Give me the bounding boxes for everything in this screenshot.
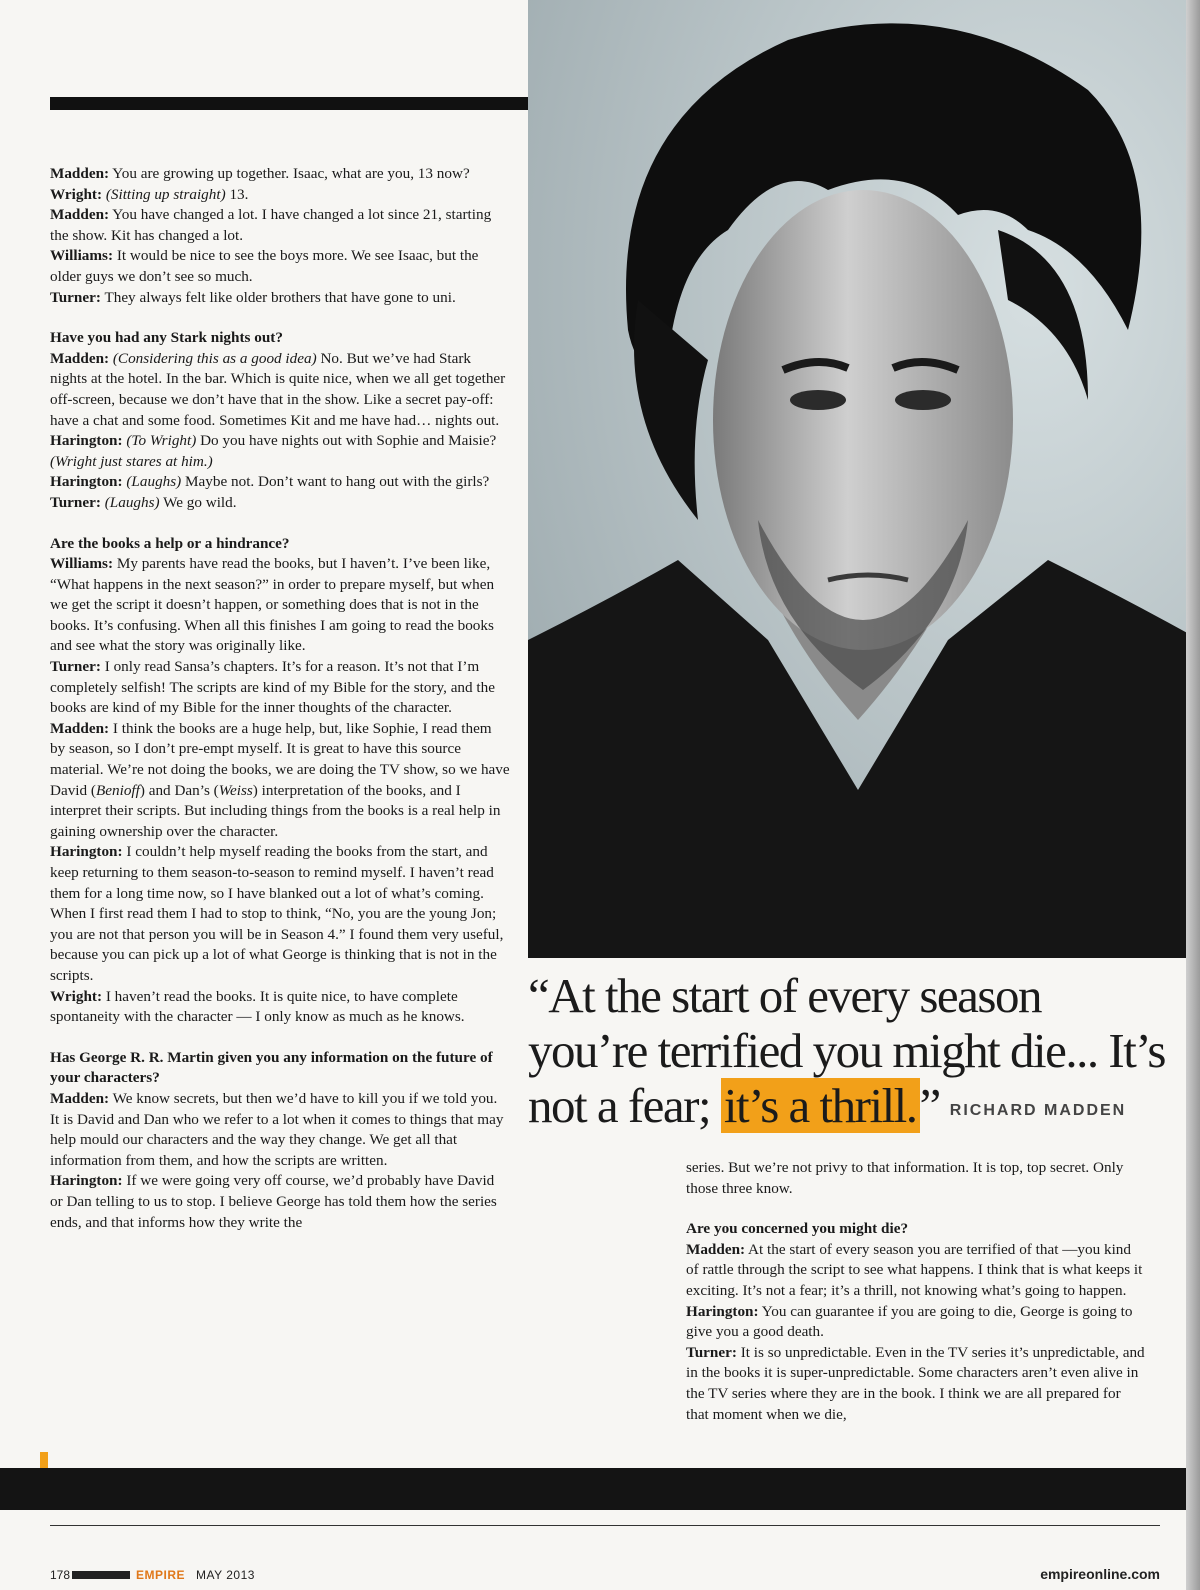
speaker-name: Harington: <box>50 843 123 861</box>
answer-text: It would be nice to see the boys more. We see Isaac, but the older guys we don’t see so much. <box>50 247 479 285</box>
stage-direction: Benioff <box>95 781 140 799</box>
interview-answer <box>50 842 510 986</box>
answer-text: We go wild. <box>159 493 237 511</box>
stage-direction: (Laughs) <box>104 493 160 511</box>
pull-quote-text: “At the start of every season you’re terrified you might die... It’s not a fear; <box>528 968 1165 1133</box>
answer-text: ) and Dan’s ( <box>139 781 219 799</box>
interview-question: Are the books a help or a hindrance? <box>50 534 290 552</box>
paragraph-gap <box>50 514 510 534</box>
answer-text: We know secrets, but then we’d have to kill you if we told you. It is David and Dan who we refer to a lot when it comes to things that may help mould our characters and the way they change. We get all that information from them, and how the scripts are written. <box>50 1089 504 1169</box>
speaker-name: Williams: <box>50 555 114 573</box>
interview-answer <box>50 554 510 657</box>
pull-quote-credit: RICHARD MADDEN <box>949 1102 1127 1120</box>
interview-answer <box>50 185 510 206</box>
speaker-name: Madden: <box>686 1240 746 1258</box>
interview-answer <box>50 719 510 843</box>
stage-direction: (Laughs) <box>126 473 182 491</box>
interview-answer <box>50 1089 510 1171</box>
page-footer <box>50 1568 1160 1586</box>
pull-quote-close: ” <box>919 1078 940 1133</box>
bottom-band <box>0 1468 1200 1510</box>
speaker-name: Harington: <box>686 1302 759 1320</box>
answer-text: At the start of every season you are terrified of that —you kind of rattle through the script to see what happens. I think that is what keeps it exciting. It’s not a fear; it’s a thrill, not knowing what’s going to happen. <box>686 1240 1143 1299</box>
footer-bar <box>72 1571 130 1579</box>
portrait-photo <box>528 0 1200 958</box>
interview-answer <box>50 246 510 287</box>
footer-rule <box>50 1525 1160 1526</box>
interview-answer <box>50 452 510 473</box>
issue-date: MAY 2013 <box>196 1568 255 1582</box>
speaker-name: Wright: <box>50 987 103 1005</box>
top-rule <box>50 97 528 110</box>
stage-direction: (Considering this as a good idea) <box>112 349 317 367</box>
page-edge <box>1186 0 1200 1590</box>
answer-text: I couldn’t help myself reading the books from the start, and keep returning to them season-to-season to remind myself. I haven’t read them for a long time now, so I have blanked out a lot of what’s coming. When I first read them I had to stop to think, “No, you are the young Jon; you are not that person you will be in Season 4.” I found them very useful, because you can pick up a lot of what George is thinking that is not in the scripts. <box>50 843 504 984</box>
answer-text: I think the books are a huge help, but, like Sophie, I read them by season, so I don’t pre-empt myself. It is great to have this source material. We’re not doing the books, we are doing the TV show, so we have David ( <box>50 719 510 799</box>
interview-answer <box>50 431 510 452</box>
accent-tab <box>40 1452 48 1468</box>
interview-answer <box>686 1240 1146 1302</box>
interview-answer <box>50 493 510 514</box>
interview-question: Are you concerned you might die? <box>686 1220 909 1238</box>
interview-answer <box>50 164 510 185</box>
answer-text: You are growing up together. Isaac, what are you, 13 now? <box>109 165 470 182</box>
interview-question: Has George R. R. Martin given you any information on the future of your characters? <box>50 1048 493 1087</box>
magazine-name: EMPIRE <box>136 1568 186 1582</box>
interview-question: Have you had any Stark nights out? <box>50 329 283 347</box>
answer-text: ) interpretation of the books, and I interpret their scripts. But including things from the books is a real help in gaining ownership over the character. <box>50 781 501 840</box>
answer-text: No. But we’ve had Stark nights at the hotel. In the bar. Which is quite nice, when we all get together off-screen, because we don’t have that in the show. Like a secret pay-off: have a chat and some food. Sometimes Kit and me have had… nights out. <box>50 349 506 429</box>
paragraph-gap <box>686 1199 1146 1219</box>
answer-text: Do you have nights out with Sophie and Maisie? <box>196 432 497 450</box>
answer-text: You can guarantee if you are going to die, George is going to give you a good death. <box>686 1302 1133 1341</box>
paragraph-gap <box>50 308 510 328</box>
portrait-illustration <box>528 0 1200 958</box>
answer-text: They always felt like older brothers that have gone to uni. <box>100 288 456 306</box>
speaker-name: Madden: <box>50 206 110 224</box>
speaker-name: Madden: <box>50 349 110 367</box>
interview-answer <box>686 1302 1146 1343</box>
stage-direction: (Sitting up straight) <box>105 185 226 203</box>
speaker-name: Turner: <box>50 288 101 306</box>
stage-direction: Weiss <box>218 781 253 799</box>
answer-text: Maybe not. Don’t want to hang out with the girls? <box>181 473 490 491</box>
stage-direction: (To Wright) <box>126 432 197 450</box>
interview-answer <box>686 1158 1146 1199</box>
speaker-name: Madden: <box>50 1089 110 1107</box>
speaker-name: Harington: <box>50 473 123 491</box>
interview-answer <box>50 657 510 719</box>
interview-answer <box>686 1343 1146 1425</box>
interview-answer <box>50 472 510 493</box>
answer-text: My parents have read the books, but I haven’t. I’ve been like, “What happens in the next season?” in order to prepare myself, but when we get the script it doesn’t happen, or something does that is not in the books. It’s confusing. When all this finishes I am going to read the books and see what the story was originally like. <box>50 555 495 655</box>
speaker-name: Turner: <box>50 493 101 511</box>
right-interview-column <box>686 1158 1146 1425</box>
speaker-name: Madden: <box>50 165 110 182</box>
speaker-name: Harington: <box>50 432 123 450</box>
speaker-name: Williams: <box>50 247 114 265</box>
speaker-name: Madden: <box>50 719 110 737</box>
speaker-name: Harington: <box>50 1172 123 1190</box>
answer-text: It is so unpredictable. Even in the TV series it’s unpredictable, and in the books it is super-unpredictable. Some characters aren’t even alive in the TV series where they are in the book. I think we are all prepared for that moment when we die, <box>686 1343 1145 1423</box>
interview-answer <box>50 987 510 1028</box>
speaker-name: Turner: <box>50 658 101 676</box>
paragraph-gap <box>50 1028 510 1048</box>
stage-direction: (Wright just stares at him.) <box>50 452 213 470</box>
left-interview-column <box>50 164 510 1233</box>
page-number: 178 <box>50 1568 71 1582</box>
pull-quote <box>528 968 1168 1138</box>
interview-answer <box>50 349 510 431</box>
interview-answer <box>50 288 510 309</box>
answer-text: 13. <box>225 185 249 203</box>
interview-answer <box>50 205 510 246</box>
answer-text: You have changed a lot. I have changed a lot since 21, starting the show. Kit has changed a lot. <box>50 206 492 244</box>
speaker-name: Wright: <box>50 185 103 203</box>
website-link[interactable]: empireonline.com <box>1040 1566 1160 1582</box>
answer-text: If we were going very off course, we’d probably have David or Dan telling to us to stop. I believe George has told them how the series ends, and that informs how they write the <box>50 1172 497 1231</box>
answer-text: I haven’t read the books. It is quite nice, to have complete spontaneity with the character — I only know as much as he knows. <box>50 987 465 1026</box>
answer-text: I only read Sansa’s chapters. It’s for a reason. It’s not that I’m completely selfish! The scripts are kind of my Bible for the story, and the books are kind of my Bible for the inner thoughts of the character. <box>50 658 495 717</box>
speaker-name: Turner: <box>686 1343 737 1361</box>
interview-answer <box>50 1171 510 1233</box>
answer-text: series. But we’re not privy to that information. It is top, top secret. Only those three know. <box>686 1159 1124 1197</box>
pull-quote-highlight: it’s a thrill. <box>721 1078 920 1133</box>
